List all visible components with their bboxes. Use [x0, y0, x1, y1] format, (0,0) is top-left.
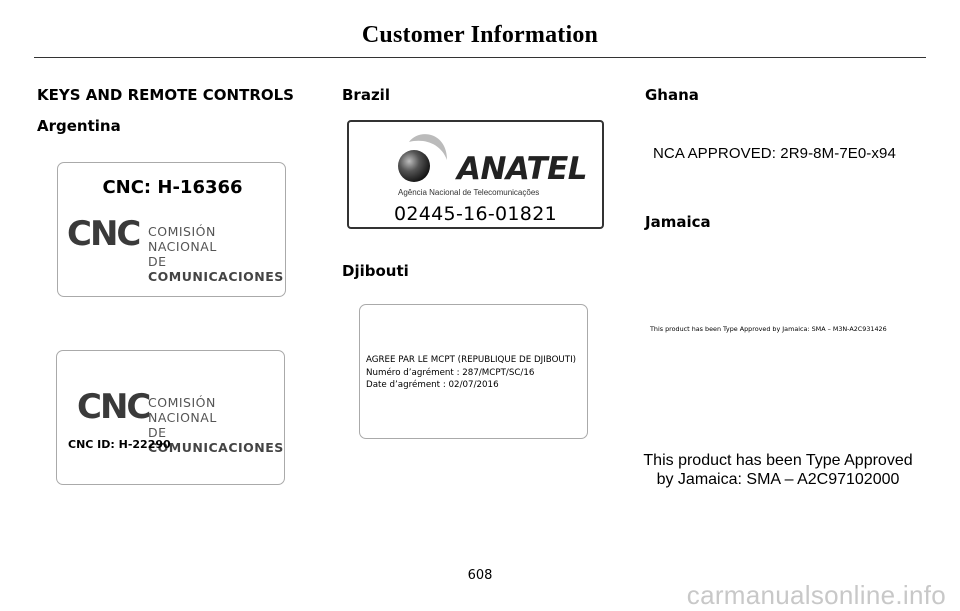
djibouti-label [359, 304, 588, 439]
jamaica-approval-large [628, 451, 928, 489]
djibouti-line2: Numéro d’agrément : 287/MCPT/SC/16 [366, 367, 535, 378]
jamaica-approval-small: This product has been Type Approved by Jamaica: SMA – M3N-A2C931426 [650, 325, 887, 333]
djibouti-line3: Date d’agrément : 02/07/2016 [366, 380, 499, 390]
cnc-logo-line2: DE COMUNICACIONES [148, 425, 284, 455]
cnc-certificate-number: CNC: H-16366 [102, 177, 243, 198]
cnc-logo-line2: DE COMUNICACIONES [148, 254, 284, 284]
anatel-globe-icon [395, 130, 451, 188]
anatel-label [347, 120, 604, 229]
djibouti-heading: Djibouti [342, 262, 409, 280]
cnc-id-text: CNC ID: H-22290 [68, 438, 171, 451]
cnc-logo-line1: COMISIÓN NACIONAL [148, 224, 217, 254]
ghana-heading: Ghana [645, 86, 699, 104]
djibouti-approval-text [366, 354, 588, 392]
section-heading: KEYS AND REMOTE CONTROLS [37, 86, 294, 104]
anatel-agency-name: Agência Nacional de Telecomunicações [398, 188, 540, 197]
argentina-heading: Argentina [37, 117, 121, 135]
jamaica-heading: Jamaica [645, 213, 711, 231]
cnc-logo-text [148, 224, 285, 284]
cnc-logo-line1: COMISIÓN NACIONAL [148, 395, 217, 425]
anatel-wordmark: ANATEL [457, 151, 588, 187]
ghana-approval-text: NCA APPROVED: 2R9-8M-7E0-x94 [653, 145, 896, 162]
argentina-label-1 [57, 162, 286, 297]
page-title: Customer Information [361, 22, 599, 48]
argentina-label-2 [56, 350, 285, 485]
brazil-heading: Brazil [342, 86, 390, 104]
jamaica-large-line2: by Jamaica: SMA – A2C97102000 [656, 471, 900, 488]
page-number: 608 [467, 568, 493, 583]
jamaica-large-line1: This product has been Type Approved [643, 452, 913, 469]
watermark: carmanualsonline.info [686, 580, 946, 610]
header-rule [34, 57, 926, 58]
djibouti-line1: AGREE PAR LE MCPT (REPUBLIQUE DE DJIBOUTI) [366, 355, 577, 365]
cnc-logo-icon: CNC [67, 214, 140, 254]
anatel-number: 02445-16-01821 [394, 203, 557, 225]
cnc-logo-icon: CNC [77, 387, 150, 427]
